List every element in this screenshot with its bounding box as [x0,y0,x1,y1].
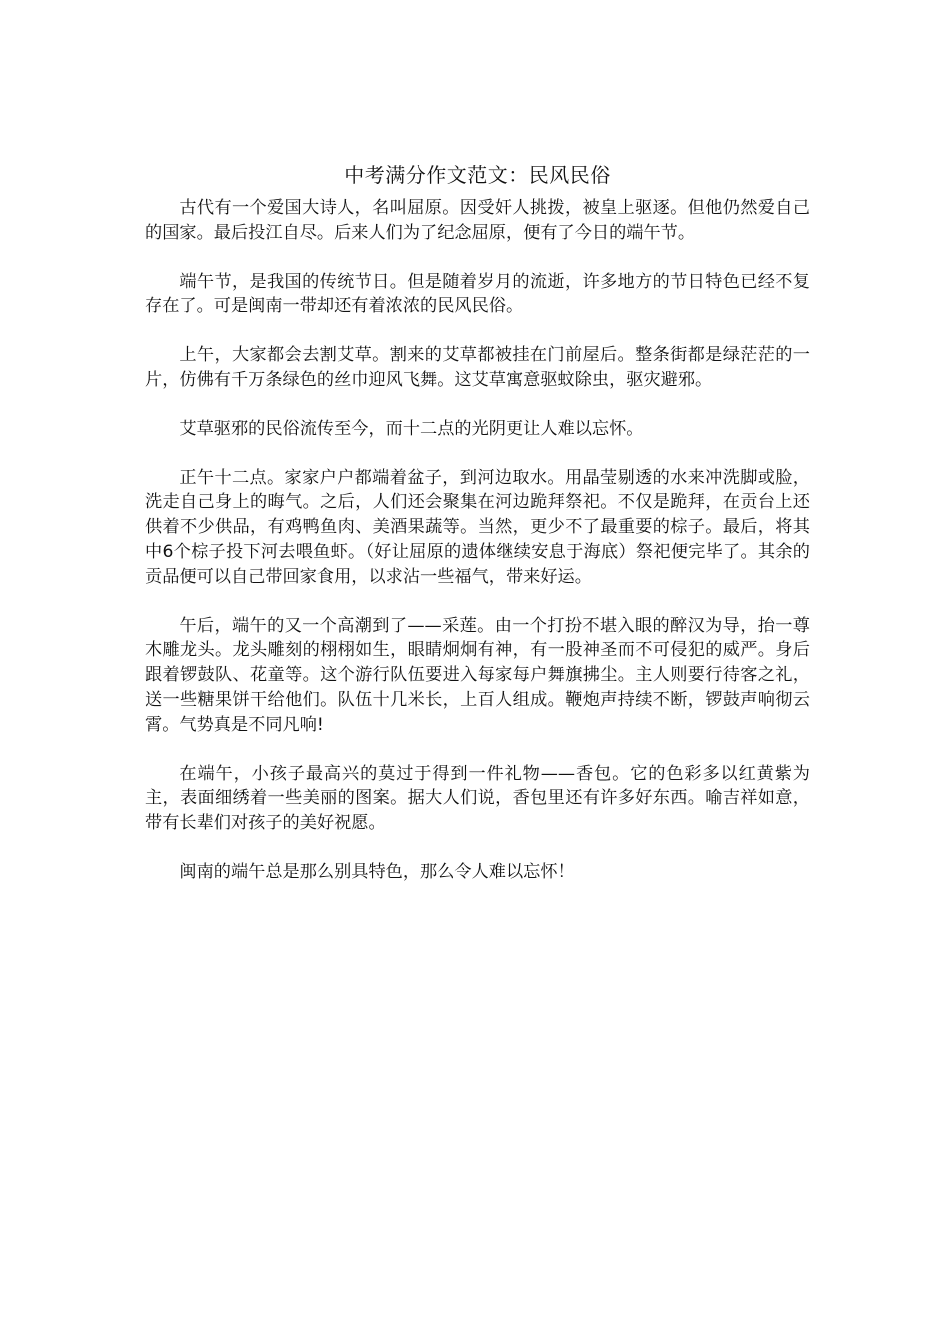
paragraph: 午后，端午的又一个高潮到了——采莲。由一个打扮不堪入眼的醉汉为导，抬一尊木雕龙头。龙头雕刻的栩栩如生，眼睛炯炯有神，有一股神圣而不可侵犯的威严。身后跟着锣鼓队、花童等。这个游行队伍要进入每家每户舞旗拂尘。主人则要行待客之礼，送一些糖果饼干给他们。队伍十几米长，上百人组成。鞭炮声持续不断，锣鼓声响彻云霄。气势真是不同凡响! [145,615,810,735]
paragraph: 古代有一个爱国大诗人，名叫屈原。因受奸人挑拨，被皇上驱逐。但他仍然爱自己的国家。最后投江自尽。后来人们为了纪念屈原，便有了今日的端午节。 [145,198,810,243]
paragraph: 上午，大家都会去割艾草。割来的艾草都被挂在门前屋后。整条街都是绿茫茫的一片，仿佛有千万条绿色的丝巾迎风飞舞。这艾草寓意驱蚊除虫，驱灾避邪。 [145,345,810,390]
article-body [145,160,810,909]
paragraph: 正午十二点。家家户户都端着盆子，到河边取水。用晶莹剔透的水来冲洗脚或脸，洗走自己身上的晦气。之后，人们还会聚集在河边跪拜祭祀。不仅是跪拜，在贡台上还供着不少供品，有鸡鸭鱼肉、美酒果蔬等。当然，更少不了最重要的棕子。最后，将其中6个棕子投下河去喂鱼虾。（好让屈原的遗体继续安息于海底）祭祀便完毕了。其余的贡品便可以自己带回家食用，以求沾一些福气，带来好运。 [145,467,810,587]
paragraph: 端午节，是我国的传统节日。但是随着岁月的流逝，许多地方的节日特色已经不复存在了。可是闽南一带却还有着浓浓的民风民俗。 [145,271,810,317]
paragraph: 在端午，小孩子最高兴的莫过于得到一件礼物——香包。它的色彩多以红黄紫为主，表面细绣着一些美丽的图案。据大人们说，香包里还有许多好东西。喻吉祥如意，带有长辈们对孩子的美好祝愿。 [145,763,810,834]
paragraph: 艾草驱邪的民俗流传至今，而十二点的光阴更让人难以忘怀。 [179,418,644,439]
article-title: 中考满分作文范文：民风民俗 [344,163,611,187]
paragraph: 闽南的端午总是那么别具特色，那么令人难以忘怀！ [179,861,575,882]
